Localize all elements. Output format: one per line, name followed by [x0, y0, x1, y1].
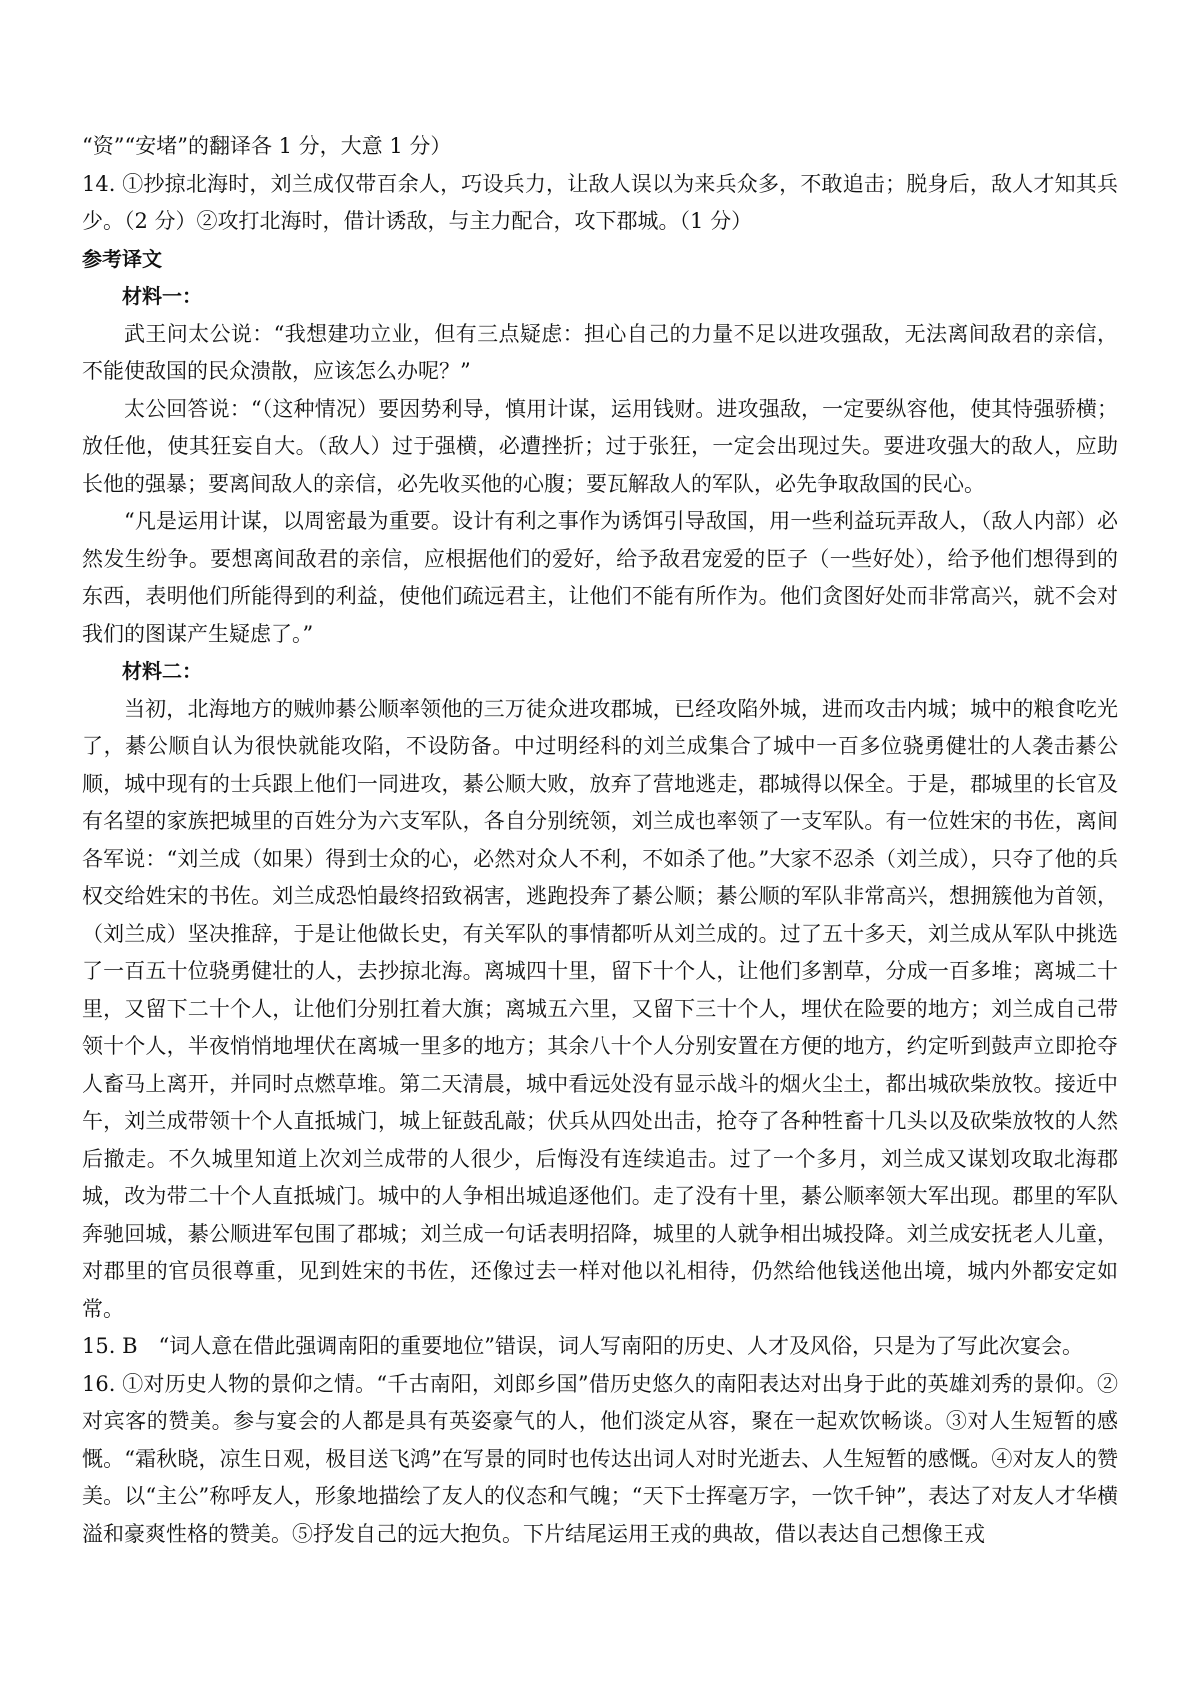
translation-title: 参考译文 [82, 246, 162, 271]
document-page [82, 128, 1118, 1553]
material-1-paragraph-2: 太公回答说：“（这种情况）要因势利导，慎用计谋，运用钱财。进攻强敌，一定要纵容他，使其恃强骄横；放任他，使其狂妄自大。（敌人）过于强横，必遭挫折；过于张狂，一定会出现过失。要进攻强大的敌人，应助长他的强暴；要离间敌人的亲信，必先收买他的心腹；要瓦解敌人的军队，必先争取敌国的民心。 [82, 396, 1118, 496]
answer-13-tail: “资”“安堵”的翻译各 1 分，大意 1 分） [82, 134, 452, 158]
material-1-paragraph-1: 武王问太公说：“我想建功立业，但有三点疑虑：担心自己的力量不足以进攻强敌，无法离间敌君的亲信，不能使敌国的民众溃散，应该怎么办呢？” [82, 321, 1118, 383]
material-1-paragraph-3: “凡是运用计谋，以周密最为重要。设计有利之事作为诱饵引导敌国，用一些利益玩弄敌人，（敌人内部）必然发生纷争。要想离间敌君的亲信，应根据他们的爱好，给予敌君宠爱的臣子（一些好处），给予他们想得到的东西，表明他们所能得到的利益，使他们疏远君主，让他们不能有所作为。他们贪图好处而非常高兴，就不会对我们的图谋产生疑虑了。” [82, 509, 1118, 646]
answer-15: 15. B “词人意在借此强调南阳的重要地位”错误，词人写南阳的历史、人才及风俗，只是为了写此次宴会。 [82, 1334, 1083, 1358]
material-1-label: 材料一： [122, 284, 202, 308]
material-2-paragraph-1: 当初，北海地方的贼帅綦公顺率领他的三万徒众进攻郡城，已经攻陷外城，进而攻击内城；城中的粮食吃光了，綦公顺自认为很快就能攻陷，不设防备。中过明经科的刘兰成集合了城中一百多位骁勇健壮的人袭击綦公顺，城中现有的士兵跟上他们一同进攻，綦公顺大败，放弃了营地逃走，郡城得以保全。于是，郡城里的长官及有名望的家族把城里的百姓分为六支军队，各自分别统领，刘兰成也率领了一支军队。有一位姓宋的书佐，离间各军说：“刘兰成（如果）得到士众的心，必然对众人不利，不如杀了他。”大家不忍杀（刘兰成），只夺了他的兵权交给姓宋的书佐。刘兰成恐怕最终招致祸害，逃跑投奔了綦公顺；綦公顺的军队非常高兴，想拥簇他为首领，（刘兰成）坚决推辞，于是让他做长史，有关军队的事情都听从刘兰成的。过了五十多天，刘兰成从军队中挑选了一百五十位骁勇健壮的人，去抄掠北海。离城四十里，留下十个人，让他们多割草，分成一百多堆；离城二十里，又留下二十个人，让他们分别扛着大旗；离城五六里，又留下三十个人，埋伏在险要的地方；刘兰成自己带领十个人，半夜悄悄地埋伏在离城一里多的地方；其余八十个人分别安置在方便的地方，约定听到鼓声立即抢夺人畜马上离开，并同时点燃草堆。第二天清晨，城中看远处没有显示战斗的烟火尘土，都出城砍柴放牧。接近中午，刘兰成带领十个人直抵城门，城上钲鼓乱敲；伏兵从四处出击，抢夺了各种牲畜十几头以及砍柴放牧的人然后撤走。不久城里知道上次刘兰成带的人很少，后悔没有连续追击。过了一个多月，刘兰成又谋划攻取北海郡城，改为带二十个人直抵城门。城中的人争相出城追逐他们。走了没有十里，綦公顺率领大军出现。郡里的军队奔驰回城，綦公顺进军包围了郡城；刘兰成一句话表明招降，城里的人就争相出城投降。刘兰成安抚老人儿童，对郡里的官员很尊重，见到姓宋的书佐，还像过去一样对他以礼相待，仍然给他钱送他出境，城内外都安定如常。 [82, 696, 1118, 1321]
answer-16: 16. ①对历史人物的景仰之情。“千古南阳，刘郎乡国”借历史悠久的南阳表达对出身于此的英雄刘秀的景仰。②对宾客的赞美。参与宴会的人都是具有英姿豪气的人，他们淡定从容，聚在一起欢饮畅谈。③对人生短暂的感慨。“霜秋晓，凉生日观，极目送飞鸿”在写景的同时也传达出词人对时光逝去、人生短暂的感慨。④对友人的赞美。以“主公”称呼友人，形象地描绘了友人的仪态和气魄；“天下士挥毫万字，一饮千钟”，表达了对友人才华横溢和豪爽性格的赞美。⑤抒发自己的远大抱负。下片结尾运用王戎的典故，借以表达自己想像王戎 [82, 1371, 1118, 1546]
answer-14: 14. ①抄掠北海时，刘兰成仅带百余人，巧设兵力，让敌人误以为来兵众多，不敢追击；脱身后，敌人才知其兵少。（2 分）②攻打北海时，借计诱敌，与主力配合，攻下郡城。（1 分） [82, 171, 1118, 233]
material-2-label: 材料二： [122, 659, 202, 683]
